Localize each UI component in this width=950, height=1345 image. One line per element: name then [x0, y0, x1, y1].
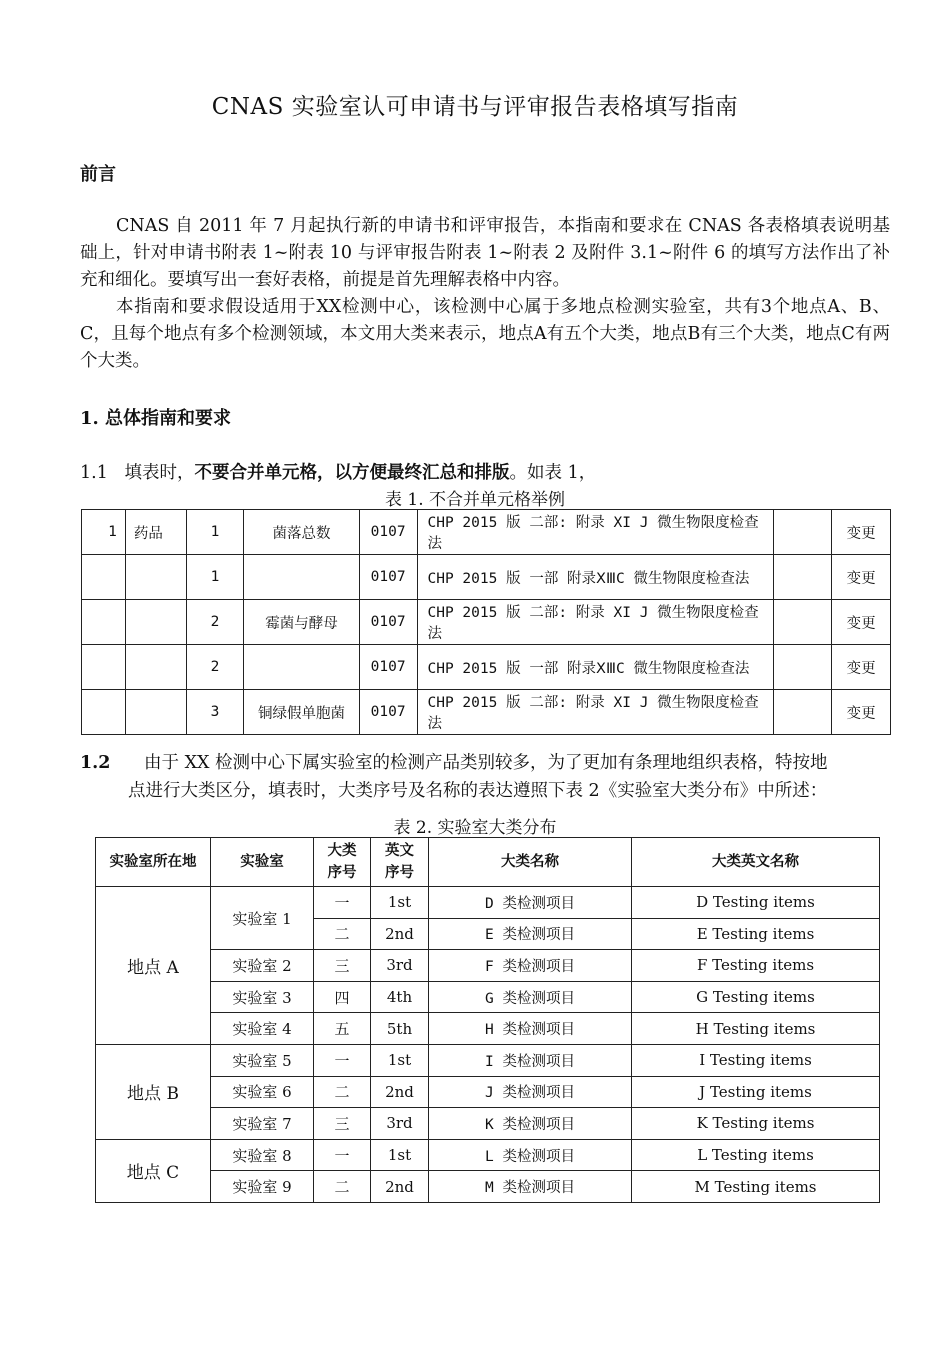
table-2-row — [96, 981, 880, 1013]
table-2-english-seq: 5th — [371, 1013, 429, 1045]
table-2-english-name: D Testing items — [632, 887, 880, 919]
table-2-english-name: K Testing items — [632, 1108, 880, 1140]
table-2-category-seq: 一 — [314, 1139, 371, 1171]
table-2-header-row — [96, 838, 880, 887]
header-location: 实验室所在地 — [96, 838, 211, 887]
table-2-category-name: L 类检测项目 — [429, 1139, 632, 1171]
item-1-1-number: 1.1 — [80, 463, 108, 483]
table-1-cell: CHP 2015 版 一部 附录ⅩⅢC 微生物限度检查法 — [417, 645, 773, 690]
table-1-cell: 变更 — [832, 600, 891, 645]
table-1-cell: CHP 2015 版 二部: 附录 XI J 微生物限度检查法 — [417, 690, 773, 735]
table-2-row — [96, 1171, 880, 1203]
header-english-seq: 英文 序号 — [371, 838, 429, 887]
table-1-cell — [773, 555, 832, 600]
table-1-cell: 菌落总数 — [244, 510, 359, 555]
table-1-cell: 3 — [186, 690, 244, 735]
item-1-2-line-1: 由于 XX 检测中心下属实验室的检测产品类别较多，为了更加有条理地组织表格，特按地 — [144, 753, 828, 773]
table-2-lab-cell: 实验室 6 — [211, 1076, 314, 1108]
table-2-english-seq: 3rd — [371, 1108, 429, 1140]
table-1-cell: 0107 — [359, 645, 417, 690]
table-1-cell: 0107 — [359, 600, 417, 645]
table-1-row — [82, 600, 891, 645]
table-2-category-seq: 三 — [314, 1108, 371, 1140]
table-2-category-seq: 二 — [314, 1076, 371, 1108]
table-1-cell — [82, 690, 126, 735]
preface-heading: 前言 — [80, 164, 116, 185]
item-1-1-pre: 填表时， — [124, 463, 195, 483]
table-1-cell — [82, 600, 126, 645]
document-title: CNAS 实验室认可申请书与评审报告表格填写指南 — [211, 94, 739, 120]
table-1-cell — [125, 690, 186, 735]
table-1-cell: 1 — [186, 510, 244, 555]
table-2-category-name: I 类检测项目 — [429, 1044, 632, 1076]
table-2-lab-cell: 实验室 1 — [211, 887, 314, 950]
table-2-lab-cell: 实验室 5 — [211, 1044, 314, 1076]
table-1-cell — [244, 555, 359, 600]
table-2-category-seq: 一 — [314, 1044, 371, 1076]
table-2-english-name: I Testing items — [632, 1044, 880, 1076]
table-2-location-cell: 地点 A — [96, 887, 211, 1045]
table-1-cell: CHP 2015 版 二部: 附录 XI J 微生物限度检查法 — [417, 510, 773, 555]
table-2-lab-cell: 实验室 8 — [211, 1139, 314, 1171]
table-2-category-seq: 四 — [314, 981, 371, 1013]
table-1-cell: 变更 — [832, 645, 891, 690]
table-2-lab-cell: 实验室 4 — [211, 1013, 314, 1045]
table-1-cell: 0107 — [359, 555, 417, 600]
table-2-english-name: M Testing items — [632, 1171, 880, 1203]
section-1-heading: 1. 总体指南和要求 — [80, 408, 232, 429]
table-2-row — [96, 887, 880, 919]
table-2-category-name: M 类检测项目 — [429, 1171, 632, 1203]
table-2-english-seq: 3rd — [371, 950, 429, 982]
table-2-location-cell: 地点 B — [96, 1044, 211, 1139]
table-1-caption: 表 1. 不合并单元格举例 — [384, 490, 566, 510]
table-1-row — [82, 510, 891, 555]
table-1-row — [82, 645, 891, 690]
table-2-english-name: J Testing items — [632, 1076, 880, 1108]
table-2-english-name: G Testing items — [632, 981, 880, 1013]
table-1-cell: 变更 — [832, 555, 891, 600]
table-1-cell: 1 — [186, 555, 244, 600]
table-2-caption: 表 2. 实验室大类分布 — [393, 818, 557, 838]
header-category-name: 大类名称 — [429, 838, 632, 887]
table-2-lab-cell: 实验室 3 — [211, 981, 314, 1013]
table-2-english-name: E Testing items — [632, 918, 880, 950]
preface-paragraph-1: CNAS 自 2011 年 7 月起执行新的申请书和评审报告，本指南和要求在 CNAS 各表格填表说明基础上，针对申请书附表 1~附表 10 与评审报告附表 1~附表 2 及附件 3.1~附件 6 的填写方法作出了补充和细化。要填写出一套好表格，前提是首先理解表格中内容。 — [80, 216, 890, 290]
table-1-cell: 2 — [186, 600, 244, 645]
table-2-lab-cell: 实验室 9 — [211, 1171, 314, 1203]
table-2-english-name: H Testing items — [632, 1013, 880, 1045]
table-2-category-name: J 类检测项目 — [429, 1076, 632, 1108]
table-2-category-name: E 类检测项目 — [429, 918, 632, 950]
table-1-cell: 0107 — [359, 510, 417, 555]
item-1-1-post: 。如表 1， — [509, 463, 597, 483]
table-2-lab-cell: 实验室 2 — [211, 950, 314, 982]
table-2-english-seq: 1st — [371, 887, 429, 919]
table-2-english-seq: 2nd — [371, 1171, 429, 1203]
table-1-cell — [773, 645, 832, 690]
table-2-english-seq: 1st — [371, 1044, 429, 1076]
table-2-category-seq: 三 — [314, 950, 371, 982]
table-2-row — [96, 1139, 880, 1171]
table-1 — [81, 509, 891, 735]
table-1-cell: CHP 2015 版 一部 附录ⅩⅢC 微生物限度检查法 — [417, 555, 773, 600]
table-1-row — [82, 555, 891, 600]
table-1-cell: 药品 — [125, 510, 186, 555]
item-1-1 — [80, 459, 596, 484]
table-2-english-seq: 2nd — [371, 918, 429, 950]
table-1-cell: 铜绿假单胞菌 — [244, 690, 359, 735]
table-1-cell: 变更 — [832, 690, 891, 735]
table-1-cell — [125, 645, 186, 690]
table-1-cell — [125, 555, 186, 600]
table-2-category-name: H 类检测项目 — [429, 1013, 632, 1045]
header-category-english-name: 大类英文名称 — [632, 838, 880, 887]
item-1-2 — [80, 749, 890, 805]
table-1-cell — [244, 645, 359, 690]
table-2-category-seq: 一 — [314, 887, 371, 919]
table-2-row — [96, 950, 880, 982]
table-2-category-seq: 五 — [314, 1013, 371, 1045]
table-2-english-name: L Testing items — [632, 1139, 880, 1171]
table-1-cell — [82, 645, 126, 690]
table-1-cell: 2 — [186, 645, 244, 690]
header-category-seq: 大类 序号 — [314, 838, 371, 887]
table-2-category-name: F 类检测项目 — [429, 950, 632, 982]
table-2-english-seq: 4th — [371, 981, 429, 1013]
table-2-row — [96, 1044, 880, 1076]
table-1-cell — [82, 555, 126, 600]
table-1-cell — [773, 690, 832, 735]
table-1-cell — [773, 510, 832, 555]
table-1-row — [82, 690, 891, 735]
table-2-english-name: F Testing items — [632, 950, 880, 982]
table-2-category-seq: 二 — [314, 918, 371, 950]
header-lab: 实验室 — [211, 838, 314, 887]
table-2-category-seq: 二 — [314, 1171, 371, 1203]
table-2-lab-cell: 实验室 7 — [211, 1108, 314, 1140]
item-1-2-number: 1.2 — [80, 753, 111, 773]
item-1-2-line-2: 点进行大类区分，填表时，大类序号及名称的表达遵照下表 2《实验室大类分布》中所述： — [128, 781, 828, 801]
table-1-cell: 1 — [82, 510, 126, 555]
table-2-english-seq: 2nd — [371, 1076, 429, 1108]
item-1-1-bold: 不要合并单元格，以方便最终汇总和排版 — [194, 463, 510, 483]
table-1-cell — [773, 600, 832, 645]
table-1-cell: 霉菌与酵母 — [244, 600, 359, 645]
table-1-cell: 变更 — [832, 510, 891, 555]
table-2 — [95, 837, 880, 1203]
table-1-cell: CHP 2015 版 二部: 附录 XI J 微生物限度检查法 — [417, 600, 773, 645]
table-2-row — [96, 1013, 880, 1045]
table-2-row — [96, 1076, 880, 1108]
table-2-category-name: D 类检测项目 — [429, 887, 632, 919]
table-1-cell: 0107 — [359, 690, 417, 735]
table-2-category-name: K 类检测项目 — [429, 1108, 632, 1140]
table-1-cell — [125, 600, 186, 645]
table-2-location-cell: 地点 C — [96, 1139, 211, 1202]
preface-paragraph-2: 本指南和要求假设适用于XX检测中心，该检测中心属于多地点检测实验室，共有3个地点A、B、C，且每个地点有多个检测领域，本文用大类来表示，地点A有五个大类，地点B有三个大类，地点C有两个大类。 — [80, 297, 890, 371]
table-2-category-name: G 类检测项目 — [429, 981, 632, 1013]
table-2-english-seq: 1st — [371, 1139, 429, 1171]
table-2-row — [96, 1108, 880, 1140]
